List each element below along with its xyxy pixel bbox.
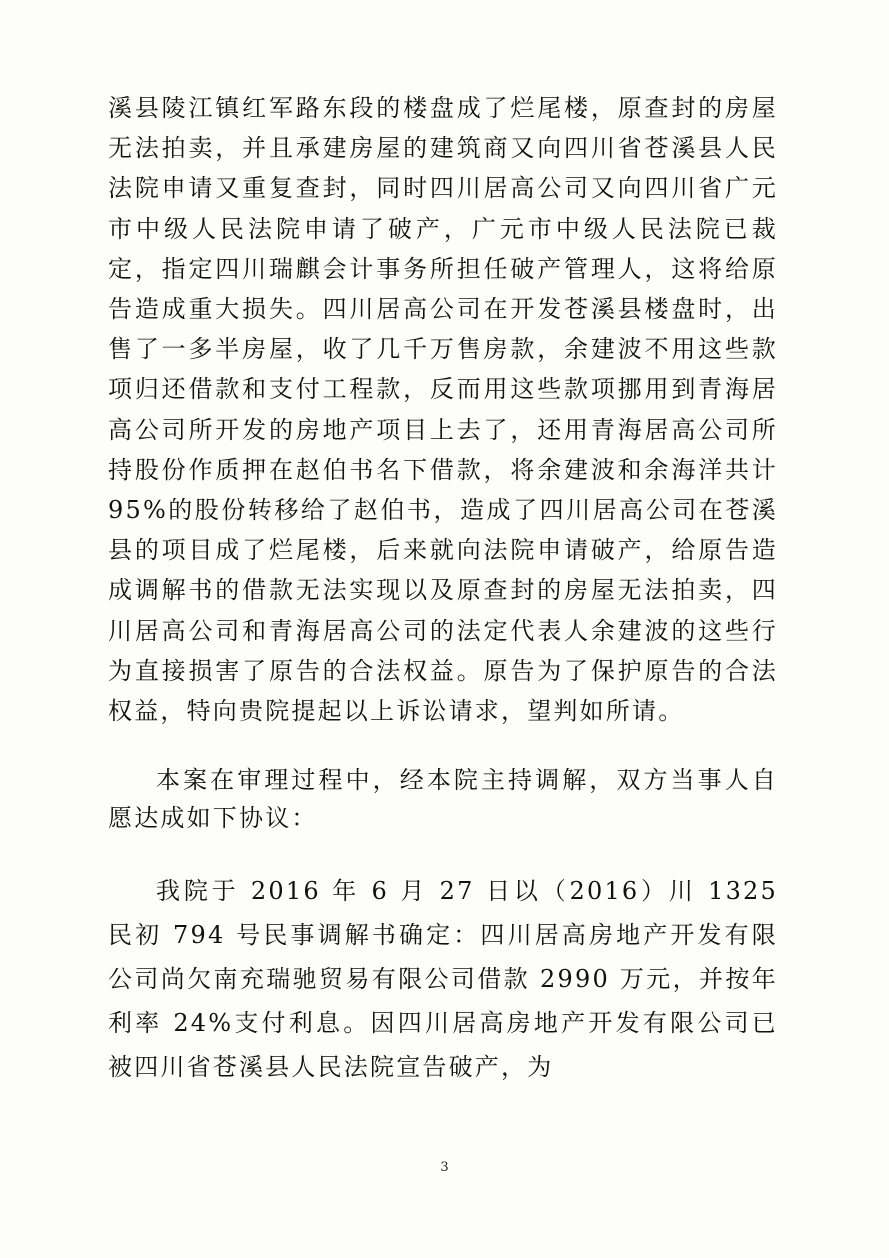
paragraph-claims: 溪县陵江镇红军路东段的楼盘成了烂尾楼，原查封的房屋无法拍卖，并且承建房屋的建筑商又向四川省苍溪县人民法院申请又重复查封，同时四川居高公司又向四川省广元市中级人民法院申请了破产，广元市中级人民法院已裁定，指定四川瑞麒会计事务所担任破产管理人，这将给原告造成重大损失。四川居高公司在开发苍溪县楼盘时，出售了一多半房屋，收了几千万售房款，余建波不用这些款项归还借款和支付工程款，反而用这些款项挪用到青海居高公司所开发的房地产项目上去了，还用青海居高公司所持股份作质押在赵伯书名下借款，将余建波和余海洋共计 95%的股份转移给了赵伯书，造成了四川居高公司在苍溪县的项目成了烂尾楼，后来就向法院申请破产，给原告造成调解书的借款无法实现以及原查封的房屋无法拍卖，四川居高公司和青海居高公司的法定代表人余建波的这些行为直接损害了原告的合法权益。原告为了保护原告的合法权益，特向贵院提起以上诉讼请求，望判如所请。 xyxy=(108,94,778,726)
page-number: 3 xyxy=(440,1160,449,1175)
paragraph-mediation: 本案在审理过程中，经本院主持调解，双方当事人自愿达成如下协议： xyxy=(108,766,778,833)
document-body xyxy=(108,88,778,1089)
paragraph-ruling: 我院于 2016 年 6 月 27 日以（2016）川 1325 民初 794 号民事调解书确定：四川居高房地产开发有限公司尚欠南充瑞驰贸易有限公司借款 2990 万元，并按年利率 24%支付利息。因四川居高房地产开发有限公司已被四川省苍溪县人民法院宣告破产，为 xyxy=(108,877,778,1082)
